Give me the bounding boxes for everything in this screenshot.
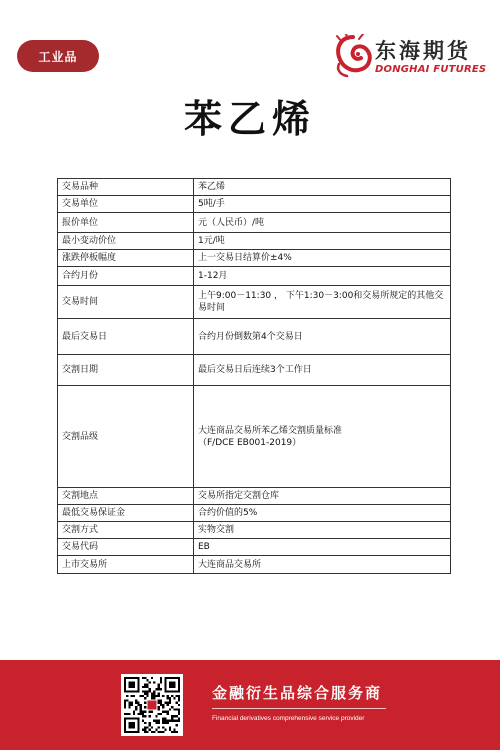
- spec-value: 5吨/手: [194, 196, 451, 213]
- table-row: [58, 522, 451, 539]
- table-row: [58, 286, 451, 319]
- spec-label: 最低交易保证金: [58, 505, 194, 522]
- spec-value: 合约月份倒数第4个交易日: [194, 319, 451, 355]
- footer-banner: [0, 660, 500, 750]
- spec-value: 上一交易日结算价±4%: [194, 250, 451, 267]
- slogan-divider: [212, 708, 386, 709]
- contract-spec-table: [57, 178, 451, 574]
- qr-code-icon: [124, 677, 180, 733]
- spec-value: 合约价值的5%: [194, 505, 451, 522]
- spec-value: 大连商品交易所: [194, 556, 451, 574]
- spec-label: 最小变动价位: [58, 233, 194, 250]
- spec-label: 交割品级: [58, 386, 194, 488]
- spec-label: 合约月份: [58, 267, 194, 286]
- table-row: [58, 250, 451, 267]
- spec-label: 交割地点: [58, 488, 194, 505]
- slogan-cn: 金融衍生品综合服务商: [212, 684, 383, 702]
- spec-label: 交易单位: [58, 196, 194, 213]
- spec-label: 最后交易日: [58, 319, 194, 355]
- donghai-futures-logo: [333, 34, 487, 80]
- table-row: [58, 196, 451, 213]
- spec-value: 最后交易日后连续3个工作日: [194, 355, 451, 386]
- table-row: [58, 213, 451, 233]
- spec-value: 1-12月: [194, 267, 451, 286]
- spec-value: 大连商品交易所苯乙烯交割质量标准 （F/DCE EB001-2019）: [194, 386, 451, 488]
- table-row: [58, 488, 451, 505]
- dragon-logo-icon: [333, 34, 373, 78]
- table-row: [58, 355, 451, 386]
- table-row: [58, 179, 451, 196]
- spec-label: 报价单位: [58, 213, 194, 233]
- table-row: [58, 233, 451, 250]
- spec-value: 交易所指定交割仓库: [194, 488, 451, 505]
- spec-label: 交易时间: [58, 286, 194, 319]
- spec-label: 涨跌停板幅度: [58, 250, 194, 267]
- category-badge: 工业品: [17, 40, 99, 72]
- table-row: [58, 267, 451, 286]
- table-row: [58, 539, 451, 556]
- table-row: [58, 319, 451, 355]
- spec-label: 上市交易所: [58, 556, 194, 574]
- spec-label: 交易品种: [58, 179, 194, 196]
- page-title: 苯乙烯: [183, 96, 316, 141]
- spec-value: 元（人民币）/吨: [194, 213, 451, 233]
- spec-label: 交割方式: [58, 522, 194, 539]
- table-row: [58, 505, 451, 522]
- spec-value: 苯乙烯: [194, 179, 451, 196]
- qr-code[interactable]: [121, 674, 183, 736]
- spec-value: 1元/吨: [194, 233, 451, 250]
- spec-label: 交割日期: [58, 355, 194, 386]
- spec-label: 交易代码: [58, 539, 194, 556]
- brand-name-en: DONGHAI FUTURES: [375, 64, 487, 75]
- slogan-en: Financial derivatives comprehensive service provider: [212, 715, 365, 722]
- spec-value: 上午9:00－11:30 ， 下午1:30－3:00和交易所规定的其他交易时间: [194, 286, 451, 319]
- table-row: [58, 386, 451, 488]
- spec-value: EB: [194, 539, 451, 556]
- table-row: [58, 556, 451, 574]
- spec-value: 实物交割: [194, 522, 451, 539]
- brand-name-cn: 东海期货: [375, 38, 471, 63]
